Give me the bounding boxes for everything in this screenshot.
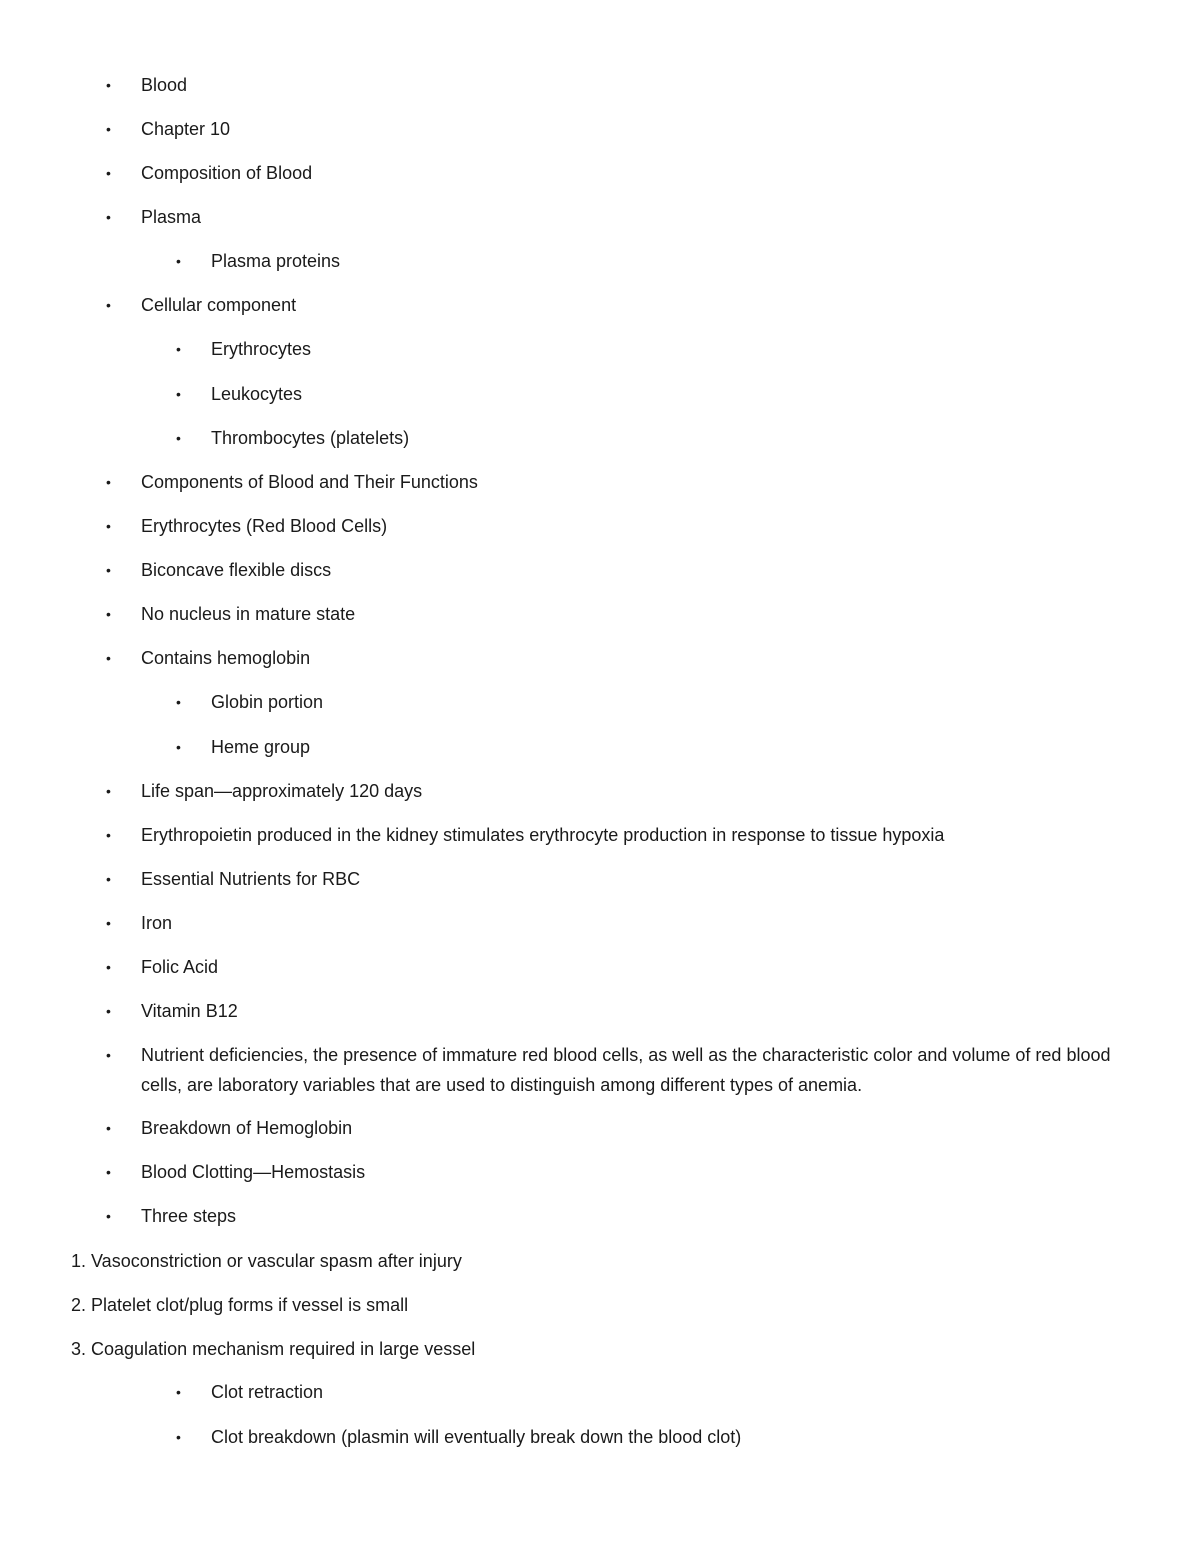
bullet-icon: • [176, 341, 181, 357]
list-item: Biconcave flexible discs [141, 560, 332, 580]
bullet-icon: • [106, 1164, 111, 1180]
numbered-item: 2. Platelet clot/plug forms if vessel is small [71, 1295, 409, 1315]
bullet-icon: • [106, 474, 111, 490]
list-item: Erythropoietin produced in the kidney stimulates erythrocyte production in response to tissue hypoxia [141, 825, 945, 845]
bullet-icon: • [106, 1003, 111, 1019]
sub-list-item: Plasma proteins [211, 251, 341, 271]
bullet-icon: • [106, 1120, 111, 1136]
list-item: Blood [141, 75, 188, 95]
bullet-icon: • [176, 1384, 181, 1400]
bullet-icon: • [106, 518, 111, 534]
bullet-icon: • [176, 386, 181, 402]
bullet-icon: • [106, 1047, 111, 1063]
bullet-icon: • [106, 1208, 111, 1224]
list-item: Blood Clotting—Hemostasis [141, 1162, 366, 1182]
bullet-icon: • [106, 915, 111, 931]
bullet-icon: • [106, 871, 111, 887]
list-item: Plasma [141, 207, 202, 227]
list-item: Folic Acid [141, 957, 219, 977]
sub-list-item: Erythrocytes [211, 339, 312, 359]
list-item: Chapter 10 [141, 119, 231, 139]
bullet-icon: • [176, 1429, 181, 1445]
list-item: Components of Blood and Their Functions [141, 472, 478, 492]
bullet-icon: • [176, 739, 181, 755]
list-item: Erythrocytes (Red Blood Cells) [141, 516, 388, 536]
sub-list-item: Leukocytes [211, 384, 303, 404]
sub-list-item: Clot retraction [211, 1382, 324, 1402]
list-item: Breakdown of Hemoglobin [141, 1118, 353, 1138]
list-item: Vitamin B12 [141, 1001, 238, 1021]
bullet-icon: • [176, 430, 181, 446]
list-item: Contains hemoglobin [141, 648, 311, 668]
list-item: Life span—approximately 120 days [141, 781, 423, 801]
sub-list-item: Heme group [211, 737, 311, 757]
numbered-item: 3. Coagulation mechanism required in large vessel [71, 1339, 476, 1359]
list-item: Essential Nutrients for RBC [141, 869, 361, 889]
list-item: Cellular component [141, 295, 297, 315]
numbered-item: 1. Vasoconstriction or vascular spasm after injury [71, 1251, 462, 1271]
sub-list-item: Globin portion [211, 692, 324, 712]
sub-list-item: Clot breakdown (plasmin will eventually break down the blood clot) [211, 1427, 742, 1447]
bullet-icon: • [106, 77, 111, 93]
list-item: Iron [141, 913, 173, 933]
bullet-icon: • [106, 827, 111, 843]
bullet-icon: • [106, 297, 111, 313]
bullet-icon: • [106, 121, 111, 137]
bullet-icon: • [176, 694, 181, 710]
bullet-icon: • [106, 606, 111, 622]
bullet-icon: • [106, 209, 111, 225]
list-item: No nucleus in mature state [141, 604, 356, 624]
list-item: Composition of Blood [141, 163, 313, 183]
bullet-icon: • [106, 650, 111, 666]
list-item: Three steps [141, 1206, 237, 1226]
bullet-icon: • [106, 783, 111, 799]
sub-list-item: Thrombocytes (platelets) [211, 428, 410, 448]
bullet-icon: • [106, 165, 111, 181]
bullet-icon: • [106, 959, 111, 975]
bullet-icon: • [176, 253, 181, 269]
bullet-icon: • [106, 562, 111, 578]
list-item: Nutrient deficiencies, the presence of immature red blood cells, as well as the characteristic color and volume of red blood cells, are laboratory variables that are used to distinguish among different types of anemia. [141, 1045, 1111, 1095]
